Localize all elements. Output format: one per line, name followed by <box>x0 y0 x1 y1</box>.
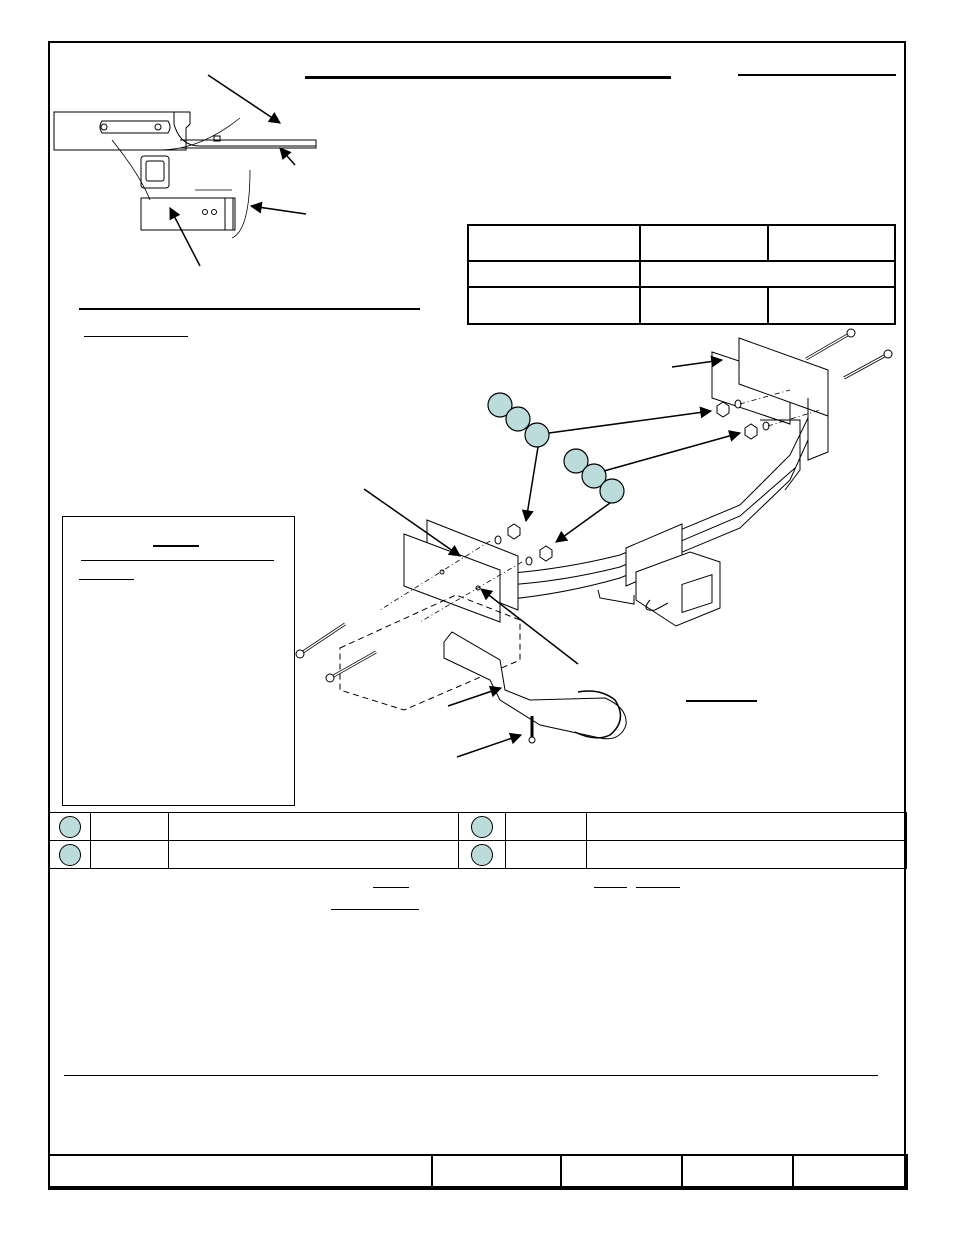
bolt-icon <box>296 624 345 658</box>
figure-caption-rule <box>686 700 757 702</box>
key-callout-circle <box>525 423 549 447</box>
parts-qty-cell <box>91 813 169 841</box>
footer-cell <box>432 1155 561 1189</box>
parts-key-cell <box>459 813 506 841</box>
footer-cell <box>682 1155 793 1189</box>
crossbar-hole-shape <box>203 210 208 215</box>
key-callout-circle <box>600 479 624 503</box>
footer-cell <box>49 1155 432 1189</box>
parts-key-cell <box>49 841 91 869</box>
parts-row <box>49 813 907 841</box>
rail-hole-shape <box>155 124 161 130</box>
key-circle-icon <box>59 844 81 866</box>
parts-desc-cell <box>587 841 907 869</box>
receiver-bracket-shape <box>598 590 634 604</box>
footer-cell <box>561 1155 682 1189</box>
bolt-icon <box>326 652 376 682</box>
bracket-shape <box>174 112 316 146</box>
receiver-box-inner-shape <box>146 161 164 181</box>
key-circle-icon <box>59 816 81 838</box>
bolt-icon <box>806 329 855 359</box>
diagram-arrow <box>556 503 610 542</box>
washer-icon <box>495 536 501 544</box>
nut-icon <box>508 524 520 539</box>
detail-view-drawing <box>54 75 316 266</box>
instructions-underline <box>636 887 680 888</box>
hitch-exploded-drawing <box>296 329 892 743</box>
footer-row <box>49 1155 907 1189</box>
parts-qty-cell <box>91 841 169 869</box>
parts-desc-cell <box>587 813 907 841</box>
diagram-arrow <box>457 735 521 757</box>
key-circle-icon <box>471 816 493 838</box>
washer-icon <box>526 557 532 565</box>
parts-qty-cell <box>506 841 587 869</box>
vehicle-outline-shape <box>112 118 250 238</box>
diagram-arrow <box>604 433 740 471</box>
rail-hole-shape <box>101 124 107 130</box>
instructions-underline <box>331 909 419 910</box>
crossbar-hole-shape <box>212 210 217 215</box>
diagram-arrow <box>448 688 501 706</box>
detail-arrow <box>251 206 306 214</box>
key-circle-icon <box>471 844 493 866</box>
diagram-arrow <box>549 411 711 433</box>
parts-key-cell <box>49 813 91 841</box>
nut-icon <box>745 424 757 439</box>
nut-icon <box>540 546 552 561</box>
footer-cell <box>793 1155 907 1189</box>
detail-arrow <box>208 75 280 123</box>
parts-desc-cell <box>169 841 459 869</box>
crossbar-shape <box>141 198 233 230</box>
parts-key-cell <box>459 841 506 869</box>
footer-table <box>48 1154 908 1190</box>
parts-list <box>48 812 907 869</box>
instructions-underline <box>373 887 409 888</box>
instructions-underline <box>594 887 627 888</box>
rail-slot-shape <box>100 121 170 133</box>
diagram-arrow <box>481 589 578 664</box>
key-callouts <box>488 393 624 503</box>
parts-desc-cell <box>169 813 459 841</box>
parts-qty-cell <box>506 813 587 841</box>
bolt-icon <box>844 350 892 378</box>
parts-row <box>49 841 907 869</box>
diagram-arrow <box>526 447 538 521</box>
detail-arrow <box>170 208 200 266</box>
nut-icon <box>717 402 729 417</box>
key-callout-circle <box>506 407 530 431</box>
detail-arrow <box>280 148 295 165</box>
bracket-bar-shape <box>180 140 316 148</box>
chain-bracket-shape <box>444 632 626 739</box>
instructions-divider <box>64 1075 878 1076</box>
